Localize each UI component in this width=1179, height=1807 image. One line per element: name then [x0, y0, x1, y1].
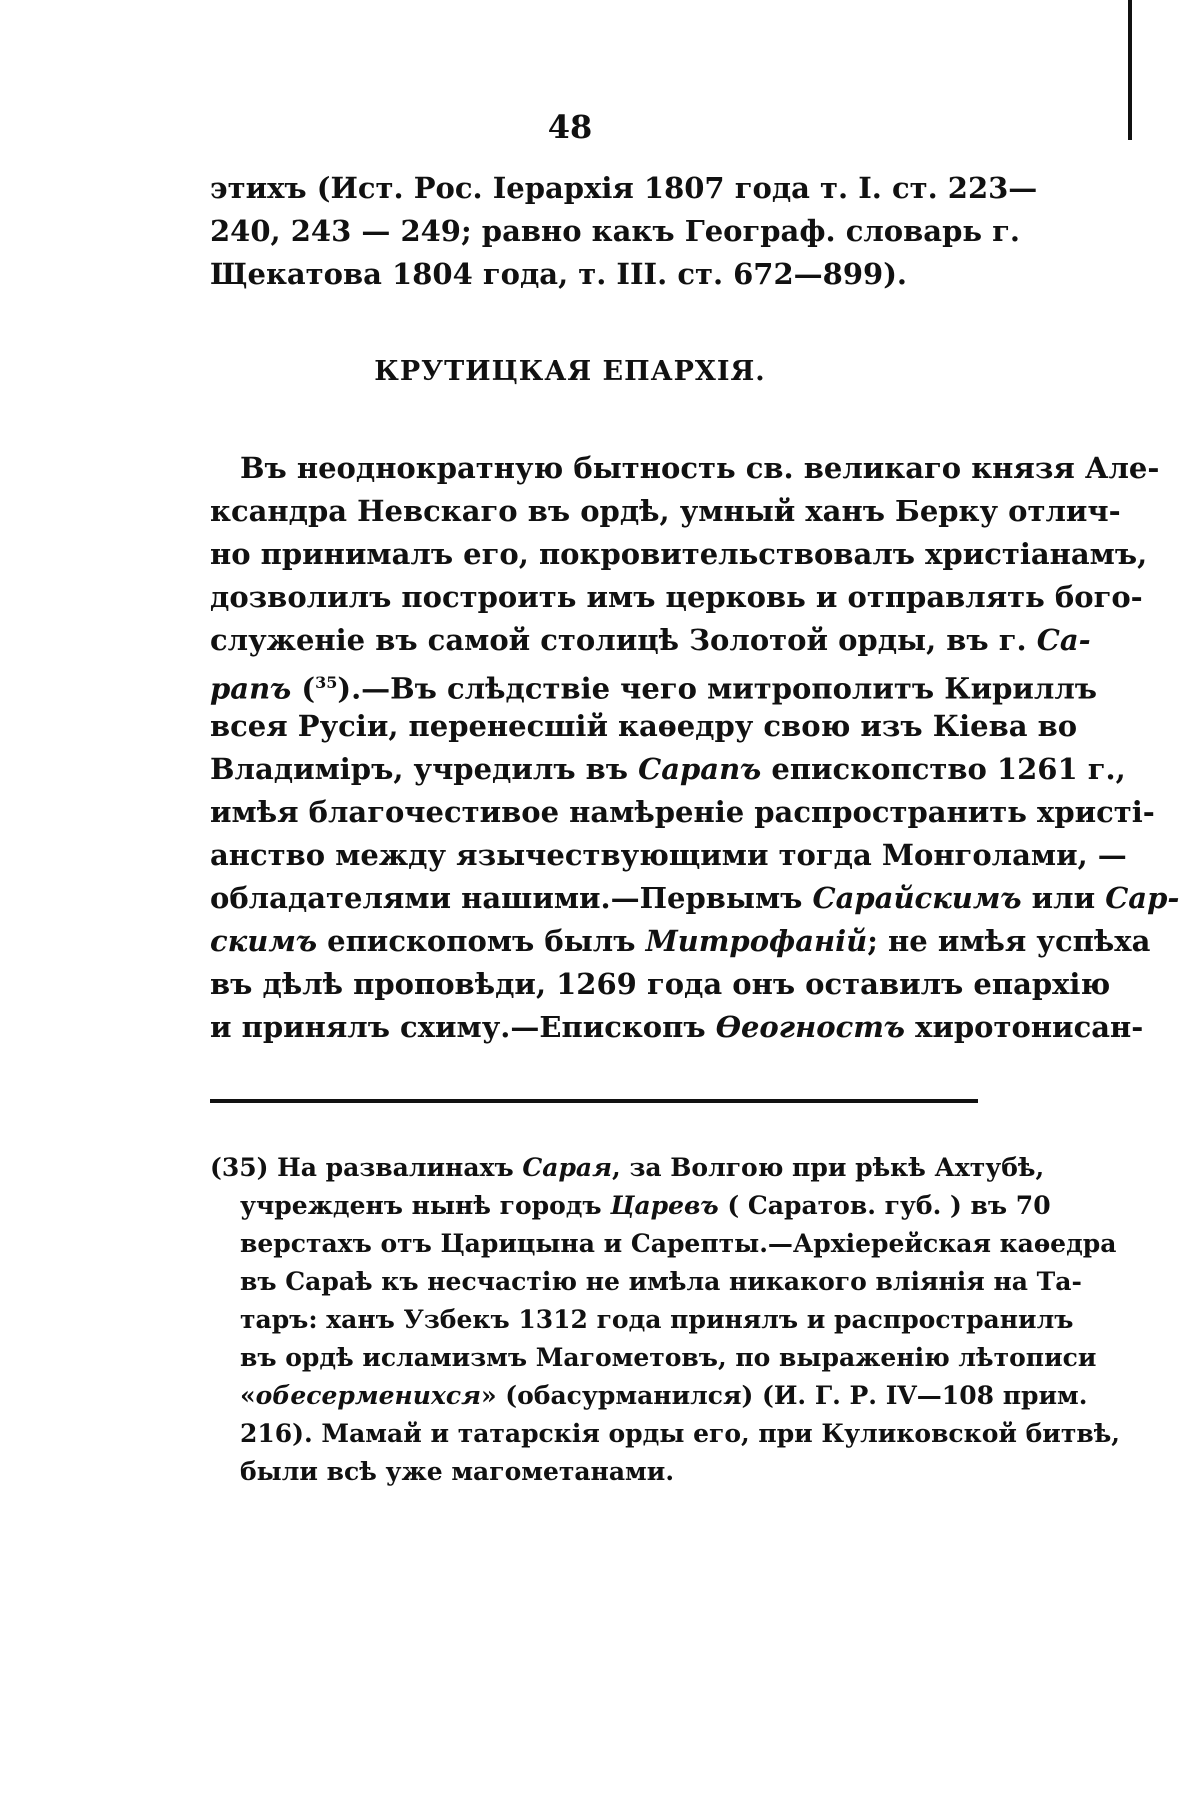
body-line-12-italic-a: скимъ [210, 924, 318, 958]
body-line-10: анство между язычествующими тогда Монголами, — [210, 838, 1127, 872]
footnote-line-2 [240, 1188, 1051, 1224]
body-line-12-text-a: епископомъ былъ [317, 924, 646, 958]
body-line-3: но принималъ его, покровительствовалъ христіанамъ, [210, 537, 1148, 571]
body-line-11-text-b: или [1021, 881, 1106, 915]
intro-line-1: этихъ (Ист. Рос. Iерархія 1807 года т. I. ст. 223— [210, 171, 1038, 205]
body-line-1: Въ неоднократную бытность св. великаго князя Але- [240, 451, 1160, 485]
body-line-9: имѣя благочестивое намѣреніе распространить христі- [210, 795, 1155, 829]
section-heading: КРУТИЦКАЯ ЕПАРХIЯ. [374, 356, 766, 387]
body-line-4: дозволилъ построить имъ церковь и отправлять бого- [210, 580, 1143, 614]
footnote-line-1-text-a: (35) На развалинахъ [210, 1153, 523, 1182]
body-line-11-text-a: обладателями нашими.—Первымъ [210, 881, 813, 915]
body-line-12 [210, 921, 1151, 961]
footnote-ref-35: 35 [315, 673, 338, 692]
footnote-line-7-italic: обесерменихся [255, 1381, 481, 1410]
body-line-11-italic-b: Сар- [1105, 881, 1179, 915]
footnote-line-1-text-b: , за Волгою при рѣкѣ Ахтубѣ, [612, 1153, 1045, 1182]
body-line-5-text: служеніе въ самой столицѣ Золотой орды, въ г. [210, 623, 1037, 657]
footnote-separator-rule [210, 1099, 978, 1103]
body-line-8 [210, 749, 1126, 789]
footnote-line-6: въ ордѣ исламизмъ Магометовъ, по выраженію лѣтописи [240, 1343, 1097, 1372]
footnote-line-8: 216). Мамай и татарскія орды его, при Куликовской битвѣ, [240, 1419, 1120, 1448]
intro-line-3: Щекатова 1804 года, т. III. ст. 672—899). [210, 257, 908, 291]
footnote-line-9: были всѣ уже магометанами. [240, 1457, 675, 1486]
body-line-14-text-b: хиротонисан- [905, 1010, 1144, 1044]
footnote-line-2-text-b: ( Саратов. губ. ) въ 70 [718, 1191, 1051, 1220]
intro-line-2: 240, 243 — 249; равно какъ Географ. словарь г. [210, 214, 1021, 248]
body-line-12-text-b: ; не имѣя успѣха [867, 924, 1151, 958]
body-line-5-italic: Са- [1036, 623, 1091, 657]
footnote-line-7-text: » (обасурманился) (И. Г. Р. IV—108 прим. [480, 1381, 1088, 1410]
body-line-7: всея Русіи, перенесшій каѳедру свою изъ Кіева во [210, 709, 1078, 743]
body-line-11 [210, 878, 1179, 918]
footnote-line-4: въ Сараѣ къ несчастію не имѣла никакого вліянія на Та- [240, 1267, 1082, 1296]
body-line-8-italic: Сарапъ [638, 752, 762, 786]
body-line-8-text-a: Владиміръ, учредилъ въ [210, 752, 639, 786]
footnote-line-7 [240, 1378, 1088, 1414]
body-line-12-italic-b: Митрофаній [645, 924, 868, 958]
footnote-line-2-italic: Царевъ [610, 1191, 719, 1220]
body-line-14 [210, 1007, 1144, 1047]
body-line-11-italic-a: Сарайскимъ [812, 881, 1022, 915]
body-line-14-text-a: и принялъ схиму.—Епископъ [210, 1010, 716, 1044]
footnote-line-1 [210, 1150, 1045, 1186]
body-line-6 [210, 663, 1098, 706]
body-line-8-text-b: епископство 1261 г., [761, 752, 1126, 786]
body-line-2: ксандра Невскаго въ ордѣ, умный ханъ Берку отлич- [210, 494, 1121, 528]
body-line-6-text: ).—Въ слѣдствіе чего митрополитъ Кириллъ [337, 671, 1098, 706]
body-line-5 [210, 620, 1091, 660]
footnote-line-7-quote-open: « [240, 1381, 256, 1410]
footnote-line-3: верстахъ отъ Царицына и Сарепты.—Архіерейская каѳедра [240, 1229, 1117, 1258]
footnote-line-2-text-a: учрежденъ нынѣ городъ [240, 1191, 611, 1220]
body-line-13: въ дѣлѣ проповѣди, 1269 года онъ оставилъ епархію [210, 967, 1111, 1001]
page-number: 48 [547, 108, 593, 146]
footnote-line-5: таръ: ханъ Узбекъ 1312 года принялъ и распространилъ [240, 1305, 1074, 1334]
body-line-6-open: ( [291, 671, 316, 706]
body-line-6-italic: рапъ [210, 671, 292, 706]
footnote-line-1-italic: Сарая [522, 1153, 613, 1182]
body-line-14-italic: Ѳеогностъ [715, 1010, 905, 1044]
